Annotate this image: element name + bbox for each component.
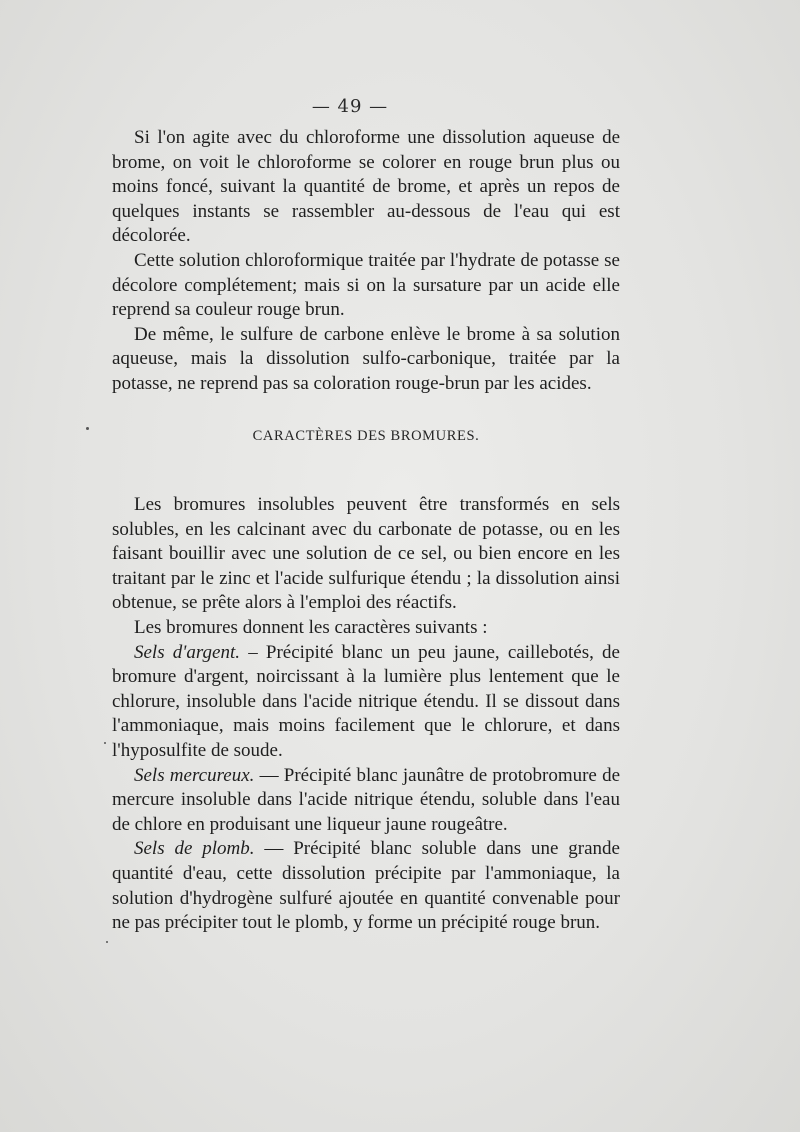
ink-speck [86,427,89,430]
paragraph: Les bromures insolubles peuvent être transformés en sels solubles, en les calcinant avec du carbonate de potasse, ou en les faisant bouillir avec une solution de ce sel, ou bien encore en les traitant par le zinc et l'acide sulfurique étendu ; la dissolution ainsi obtenue, se prête alors à l'emploi des réactifs. [112,494,620,614]
entry-paragraph [112,641,620,764]
entry-text: — Précipité blanc jaunâtre de protobromure de mercure insoluble dans l'acide nitrique étendu, soluble dans l'eau de chlore en produisant une liqueur jaune rougeâtre. [112,764,620,835]
paragraph: Si l'on agite avec du chloroforme une dissolution aqueuse de brome, on voit le chloroforme se colorer en rouge brun plus ou moins foncé, suivant la quantité de brome, et après un repos de quelques instants se rassembler au-dessous de l'eau qui est décolorée. [112,127,620,247]
entry-text: – Précipité blanc un peu jaune, caillebotés, de bromure d'argent, noircissant à la lumière plus lentement que le chlorure, insoluble dans l'acide nitrique étendu. Il se dissout dans l'ammoniaque, mais moins facilement que le chlorure, et dans l'hyposulfite de soude. [112,641,620,761]
entry-paragraph [112,764,620,838]
section-heading: CARACTÈRES DES BROMURES. [252,428,480,444]
paragraph: De même, le sulfure de carbone enlève le brome à sa solution aqueuse, mais la dissolution sulfo-carbonique, traitée par la potasse, ne reprend pas sa coloration rouge-brun par les acides. [112,323,620,394]
section-text-block [112,493,620,936]
paragraph: Les bromures donnent les caractères suivants : [134,616,488,638]
page-number: — 49 — [311,96,389,117]
entry-paragraph [112,837,620,935]
intro-text-block [112,126,620,397]
ink-speck [106,941,108,943]
paragraph: Cette solution chloroformique traitée par l'hydrate de potasse se décolore complétement; mais si on la sursature par un acide elle reprend sa couleur rouge brun. [112,249,620,321]
entry-label: Sels de plomb. [134,838,255,860]
ink-speck [104,742,106,744]
entry-label: Sels d'argent. [134,641,241,663]
entry-label: Sels mercureux. [134,764,255,786]
entry-text: — Précipité blanc soluble dans une grande quantité d'eau, cette dissolution précipite par l'ammoniaque, la solution d'hydrogène sulfuré ajoutée en quantité convenable pour ne pas précipiter tout le plomb, y forme un précipité rouge brun. [112,838,620,934]
